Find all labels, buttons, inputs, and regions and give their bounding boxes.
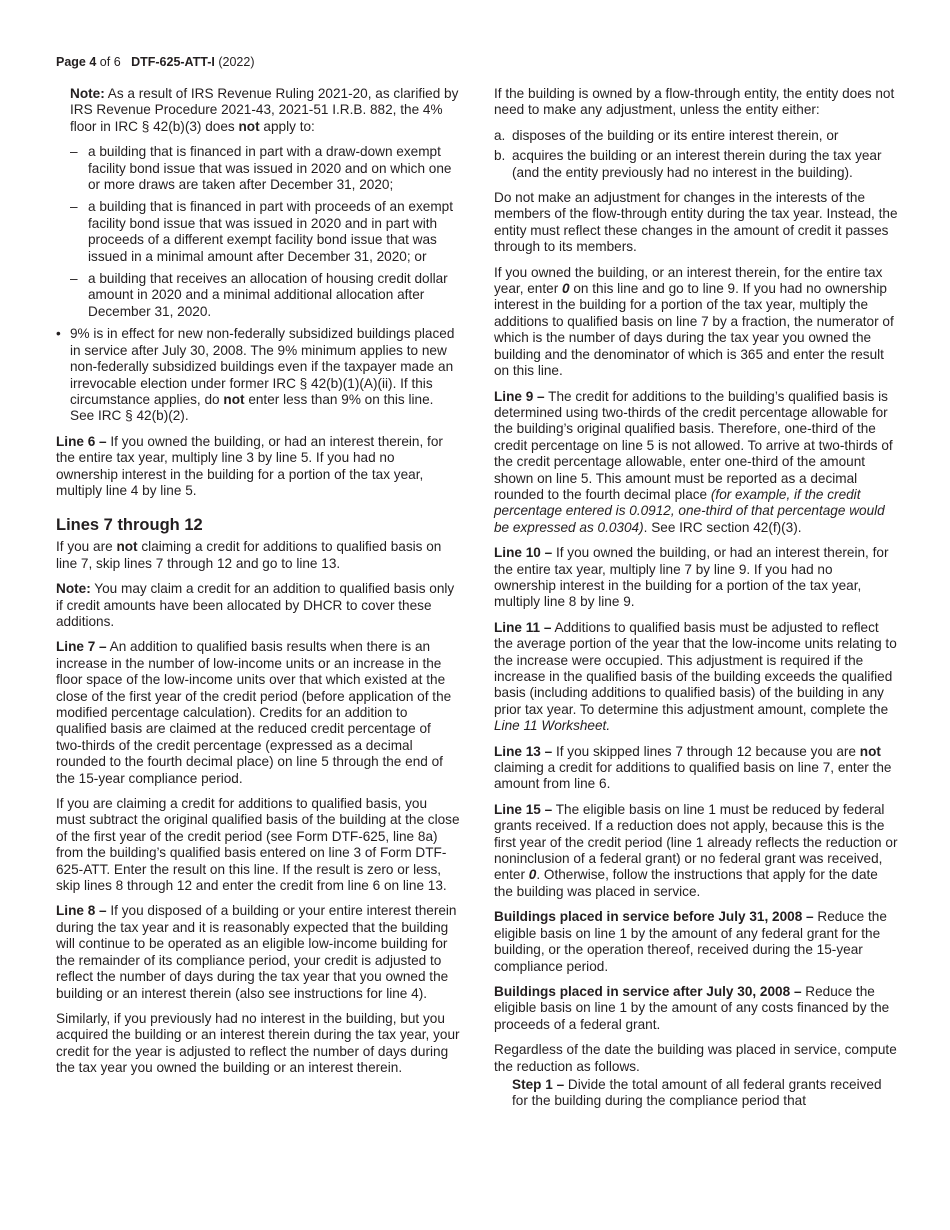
page-header <box>56 54 255 70</box>
claiming-credit-paragraph: If you are claiming a credit for additions to qualified basis, you must subtract the original qualified basis of the building at the close of the first year of the credit period (see Form DTF-625, line 8a) from the building’s qualified basis entered on line 3 of Form DTF-625-ATT. Enter the result on this line. If the result is zero or less, skip lines 8 through 12 and enter the credit from line 6 on line 13. <box>56 796 460 894</box>
list-item: – a building that receives an allocation of housing credit dollar amount in 2020 and a minimal additional allocation after December 31, 2020. <box>70 271 460 320</box>
regardless-paragraph: Regardless of the date the building was placed in service, compute the reduction as follows. <box>494 1042 897 1074</box>
line-6-instructions: Line 6 – If you owned the building, or had an interest therein, for the entire tax year, multiply line 3 by line 5. If you had no ownership interest in the building for a portion of the tax year, multiply line 4 by line 5. <box>56 433 443 498</box>
step-1: Step 1 – Divide the total amount of all federal grants received for the building during the compliance period that <box>512 1076 882 1109</box>
owned-building-paragraph: If you owned the building, or an interest therein, for the entire tax year, enter 0 on this line and go to line 9. If you had no ownership interest in the building for a portion of the tax year, multiply the additions to qualified basis on line 7 by a fraction, the numerator of which is the number of days during the tax year you owned the building and the denominator of which is 365 and enter the result on this line. <box>494 264 894 379</box>
right-column <box>494 86 898 1119</box>
line-11-instructions: Line 11 – Additions to qualified basis must be adjusted to reflect the average portion of the year that the low-income units relating to the increase were occupied. This adjustment is required if the increase in the qualified basis of the building exceeds the qualified basis (including additions to qualified basis) of the building in any prior tax year. To determine this adjustment amount, complete the Line 11 Worksheet. <box>494 619 897 734</box>
list-item: – a building that is financed in part with proceeds of an exempt facility bond issue that was issued in 2020 and in part with proceeds of a different exempt facility bond issue that was issued in a minimal amount after December 31, 2020; or <box>70 199 460 265</box>
lines-7-12-intro: If you are not claiming a credit for additions to qualified basis on line 7, skip lines 7 through 12 and go to line 13. <box>56 539 442 571</box>
note-dhcr: Note: You may claim a credit for an addition to qualified basis only if credit amounts have been allocated by DHCR to cover these additions. <box>56 581 455 629</box>
form-id: DTF-625-ATT-I <box>131 55 215 69</box>
line-7-instructions: Line 7 – An addition to qualified basis results when there is an increase in the number of low-income units or an increase in the floor space of the low-income units over that which existed at the close of the first year of the credit period (before application of the modified percentage calculation). Credits for an addition to qualified basis are claimed at the reduced credit percentage of two-thirds of the credit percentage (expressed as a decimal rounded to the fourth decimal place) on line 5 through the end of the 15-year compliance period. <box>56 639 452 786</box>
line-9-instructions: Line 9 – The credit for additions to the building’s qualified basis is determined using two-thirds of the credit percentage allowable for the building’s original qualified basis. Therefore, one-third of the credit percentage on line 5 is not allowed. To arrive at two-thirds of the credit percentage allowable, enter one-third of the amount shown on line 5. This amount must be reported as a decimal rounded to the fourth decimal place (for example, if the credit percentage entered is 0.0912, one-third of that percentage would be expressed as 0.0304). See IRC section 42(f)(3). <box>494 388 893 535</box>
line-8-instructions: Line 8 – If you disposed of a building or your entire interest therein during the tax year and it is reasonably expected that the building will continue to be operated as an eligible low-income building for the remainder of its compliance period, your credit is adjusted to reflect the number of days during the tax year that you owned the building or an interest therein (also see instructions for line 4). <box>56 903 457 1001</box>
line-15-instructions: Line 15 – The eligible basis on line 1 must be reduced by federal grants received. If a reduction does not apply, because this is the first year of the credit period (line 1 already reflects the reduction or noninclusion of a federal grant) or no federal grant was received, enter 0. Otherwise, follow the instructions that apply for the date the building was placed in service. <box>494 801 898 899</box>
section-heading: Lines 7 through 12 <box>56 516 203 535</box>
left-column <box>56 86 460 1086</box>
bullet-list <box>56 326 460 424</box>
flow-through-paragraph: If the building is owned by a flow-through entity, the entity does not need to make any adjustment, unless the entity either: <box>494 86 895 118</box>
similarly-paragraph: Similarly, if you previously had no interest in the building, but you acquired the building or an interest therein during the tax year, your credit for the year is adjusted to reflect the number of days during the tax year you owned the building or an interest therein. <box>56 1010 460 1076</box>
exception-list <box>56 144 460 320</box>
before-2008-paragraph: Buildings placed in service before July 31, 2008 – Reduce the eligible basis on line 1 by the amount of any federal grant for the building, or the operation thereof, received during the 15-year compliance period. <box>494 909 887 974</box>
after-2008-paragraph: Buildings placed in service after July 30, 2008 – Reduce the eligible basis on line 1 by the amount of any costs financed by the proceeds of a federal grant. <box>494 983 890 1032</box>
no-adjustment-paragraph: Do not make an adjustment for changes in the interests of the members of the flow-through entity during the tax year. Instead, the entity must reflect these changes in the amount of credit it passes through to its members. <box>494 190 898 255</box>
form-year: (2022) <box>218 55 255 69</box>
page-number: Page 4 <box>56 55 97 69</box>
flow-through-list <box>494 128 898 181</box>
page-count: of 6 <box>99 55 121 69</box>
note-irs-ruling: Note: As a result of IRS Revenue Ruling 2021-20, as clarified by IRS Revenue Procedure 2021-43, 2021-51 I.R.B. 882, the 4% floor in IRC § 42(b)(3) does not apply to: <box>70 86 459 134</box>
list-item: – a building that is financed in part with a draw-down exempt facility bond issue that was issued in 2020 and on which one or more draws are taken after December 31, 2020; <box>70 144 460 193</box>
list-item: b. acquires the building or an interest therein during the tax year (and the entity previously had no interest in the building). <box>494 148 882 180</box>
line-13-instructions: Line 13 – If you skipped lines 7 through 12 because you are not claiming a credit for additions to qualified basis on line 7, enter the amount from line 6. <box>494 743 892 792</box>
list-item: • 9% is in effect for new non-federally subsidized buildings placed in service after July 30, 2008. The 9% minimum applies to new non-federally subsidized buildings even if the taxpayer made an irrevocable election under former IRC § 42(b)(1)(A)(ii). If this circumstance applies, do not enter less than 9% on this line. See IRC § 42(b)(2). <box>56 326 460 424</box>
list-item: a. disposes of the building or its entire interest therein, or <box>494 127 839 143</box>
line-10-instructions: Line 10 – If you owned the building, or had an interest therein, for the entire tax year, multiply line 7 by line 9. If you had no ownership interest in the building for a portion of the tax year, multiply line 8 by line 9. <box>494 545 889 610</box>
